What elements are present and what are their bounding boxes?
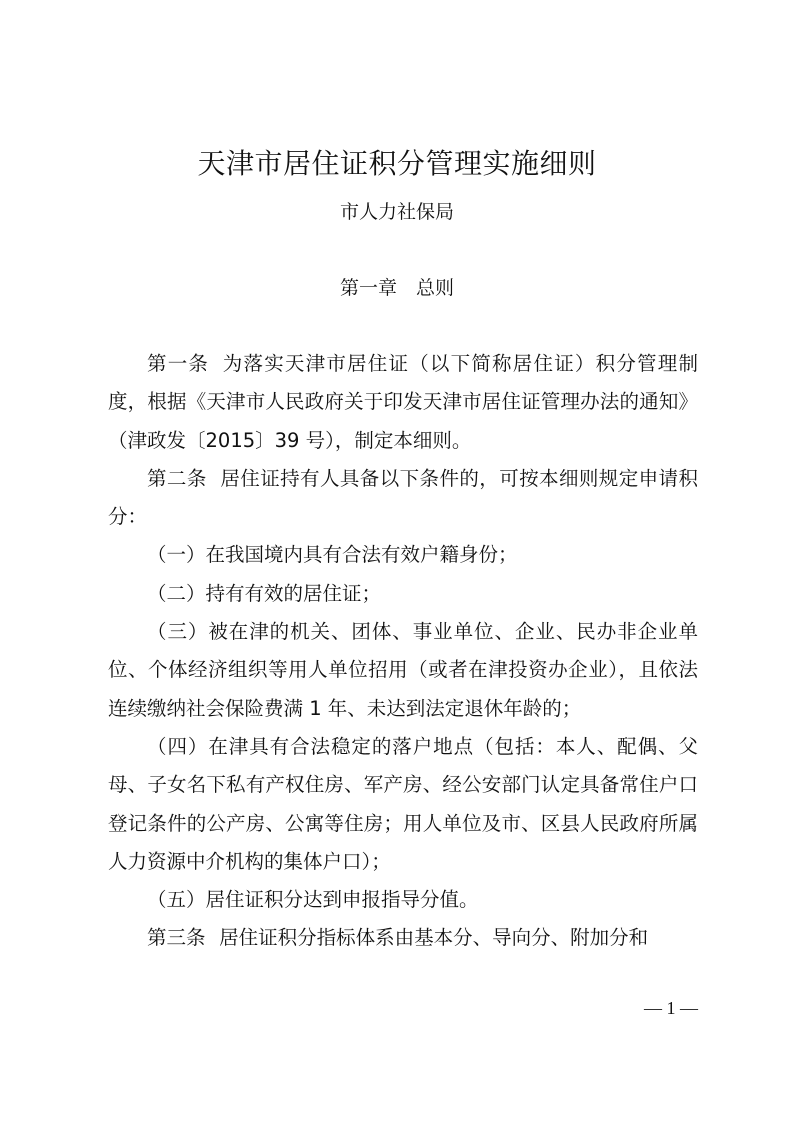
condition-item-3: （三）被在津的机关、团体、事业单位、企业、民办非企业单位、个体经济组织等用人单位招用（或者在津投资办企业），且依法连续缴纳社会保险费满 1 年、未达到法定退休年龄的； <box>108 620 698 720</box>
document-title: 天津市居住证积分管理实施细则 <box>197 147 597 180</box>
article-label: 第三条 <box>147 926 206 950</box>
condition-item-4: （四）在津具有合法稳定的落户地点（包括：本人、配偶、父母、子女名下私有产权住房、军产房、经公安部门认定具备常住户口登记条件的公产房、公寓等住房；用人单位及市、区县人民政府所属人力资源中介机构的集体户口）； <box>108 734 698 873</box>
issuer-line: 市人力社保局 <box>339 201 454 223</box>
condition-item-2: （二）持有有效的居住证； <box>147 581 382 605</box>
article-2-paragraph <box>108 460 698 537</box>
document-body <box>108 345 698 958</box>
article-text: 居住证持有人具备以下条件的，可按本细则规定申请积分： <box>108 466 698 529</box>
chapter-heading: 第一章 总则 <box>339 277 454 299</box>
article-label: 第二条 <box>147 466 207 490</box>
article-text: 居住证积分指标体系由基本分、导向分、附加分和 <box>219 926 649 950</box>
article-1-paragraph <box>108 345 698 460</box>
condition-item-1: （一）在我国境内具有合法有效户籍身份； <box>147 543 518 567</box>
article-label: 第一条 <box>147 352 210 375</box>
condition-item-5: （五）居住证积分达到申报指导分值。 <box>147 888 479 912</box>
article-text: 为落实天津市居住证（以下简称居住证）积分管理制度，根据《天津市人民政府关于印发天津市居住证管理办法的通知》（津政发〔2015〕39 号），制定本细则。 <box>108 352 698 452</box>
page-number: — 1 — <box>644 998 698 1018</box>
article-3-paragraph <box>108 919 698 957</box>
